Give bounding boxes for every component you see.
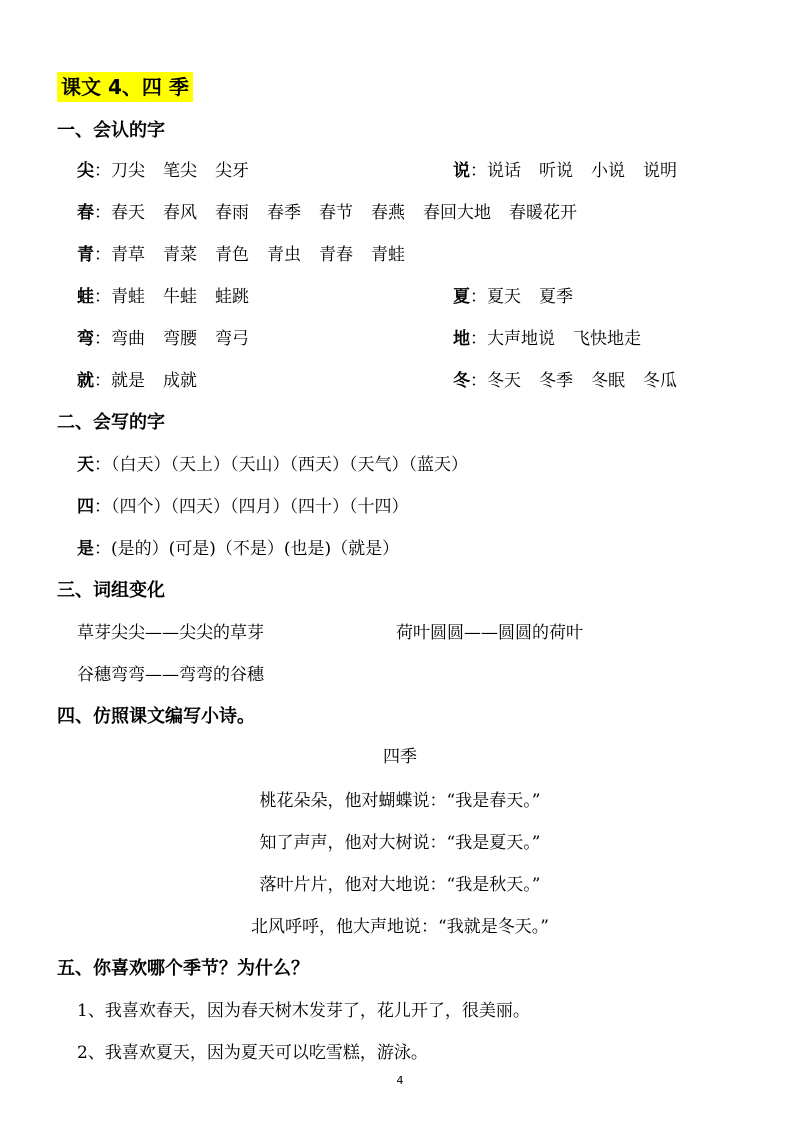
char-row <box>77 158 249 184</box>
poem-line: 桃花朵朵，他对蝴蝶说：“我是春天。” <box>259 791 541 811</box>
char-row <box>77 326 249 352</box>
write-char-row <box>77 452 468 478</box>
word: 听说 <box>539 161 573 181</box>
phrase-item: 草芽尖尖——尖尖的草芽 <box>77 623 264 643</box>
word: 说明 <box>643 161 677 181</box>
answer-item: 2、我喜欢夏天，因为夏天可以吃雪糕，游泳。 <box>77 1043 428 1063</box>
recognize-char: 尖 <box>77 161 94 181</box>
word: 弯弓 <box>215 329 249 349</box>
char-row <box>453 284 573 310</box>
char-row <box>77 368 197 394</box>
word: 春雨 <box>215 203 249 223</box>
write-words: (是的）(可是)（不是）(也是)（就是） <box>111 539 400 559</box>
colon: ： <box>94 287 111 307</box>
word: 牛蛙 <box>163 287 197 307</box>
answer-item: 1、我喜欢春天，因为春天树木发芽了，花儿开了，很美丽。 <box>77 1001 530 1021</box>
word: 大声地说 <box>487 329 555 349</box>
word: 蛙跳 <box>215 287 249 307</box>
word: 就是 <box>111 371 145 391</box>
poem-line: 落叶片片，他对大地说：“我是秋天。” <box>259 875 541 895</box>
section5-heading: 五、你喜欢哪个季节？为什么？ <box>57 958 309 979</box>
word: 冬眠 <box>591 371 625 391</box>
recognize-char: 春 <box>77 203 94 223</box>
section2-heading: 二、会写的字 <box>57 412 165 433</box>
recognize-char: 青 <box>77 245 94 265</box>
phrase-item: 荷叶圆圆——圆圆的荷叶 <box>396 623 583 643</box>
word: 青蛙 <box>371 245 405 265</box>
word: 春节 <box>319 203 353 223</box>
word: 春天 <box>111 203 145 223</box>
poem-line: 知了声声，他对大树说：“我是夏天。” <box>259 833 541 853</box>
word: 小说 <box>591 161 625 181</box>
colon: ： <box>94 497 111 517</box>
write-char: 四 <box>77 497 94 517</box>
word: 弯腰 <box>163 329 197 349</box>
word: 夏天 <box>487 287 521 307</box>
colon: ： <box>94 203 111 223</box>
word: 弯曲 <box>111 329 145 349</box>
recognize-char: 说 <box>453 161 470 181</box>
word: 青蛙 <box>111 287 145 307</box>
page-number: 4 <box>396 1074 404 1087</box>
write-words: （四个）（四天）（四月）（四十）（十四） <box>111 497 409 517</box>
write-char-row <box>77 494 409 520</box>
write-char-row <box>77 536 399 562</box>
char-row <box>77 200 577 226</box>
lesson-title: 课文 4、四 季 <box>57 72 193 102</box>
recognize-char: 夏 <box>453 287 470 307</box>
colon: ： <box>94 539 111 559</box>
char-row <box>453 158 677 184</box>
word: 春回大地 <box>423 203 491 223</box>
word: 说话 <box>487 161 521 181</box>
word: 尖牙 <box>215 161 249 181</box>
colon: ： <box>470 161 487 181</box>
section1-heading: 一、会认的字 <box>57 120 165 141</box>
section3-heading: 三、词组变化 <box>57 580 165 601</box>
word: 青春 <box>319 245 353 265</box>
word: 春风 <box>163 203 197 223</box>
colon: ： <box>94 245 111 265</box>
write-char: 天 <box>77 455 94 475</box>
poem-line: 北风呼呼，他大声地说：“我就是冬天。” <box>251 917 549 937</box>
word: 青草 <box>111 245 145 265</box>
char-row <box>77 242 405 268</box>
word: 青虫 <box>267 245 301 265</box>
colon: ： <box>470 371 487 391</box>
phrase-item: 谷穗弯弯——弯弯的谷穗 <box>77 665 264 685</box>
recognize-char: 弯 <box>77 329 94 349</box>
word: 飞快地走 <box>573 329 641 349</box>
write-words: （白天）（天上）（天山）（西天）（天气）（蓝天） <box>111 455 468 475</box>
word: 夏季 <box>539 287 573 307</box>
colon: ： <box>470 329 487 349</box>
word: 春季 <box>267 203 301 223</box>
word: 笔尖 <box>163 161 197 181</box>
recognize-char: 冬 <box>453 371 470 391</box>
word: 冬季 <box>539 371 573 391</box>
word: 春燕 <box>371 203 405 223</box>
char-row <box>77 284 249 310</box>
colon: ： <box>94 161 111 181</box>
word: 春暖花开 <box>509 203 577 223</box>
word: 刀尖 <box>111 161 145 181</box>
recognize-char: 地 <box>453 329 470 349</box>
section4-heading: 四、仿照课文编写小诗。 <box>57 706 255 727</box>
poem-title: 四季 <box>383 747 417 767</box>
recognize-char: 就 <box>77 371 94 391</box>
char-row <box>453 368 677 394</box>
word: 青色 <box>215 245 249 265</box>
word: 成就 <box>163 371 197 391</box>
colon: ： <box>94 329 111 349</box>
char-row <box>453 326 641 352</box>
colon: ： <box>94 455 111 475</box>
write-char: 是 <box>77 539 94 559</box>
recognize-char: 蛙 <box>77 287 94 307</box>
colon: ： <box>94 371 111 391</box>
colon: ： <box>470 287 487 307</box>
word: 青菜 <box>163 245 197 265</box>
word: 冬天 <box>487 371 521 391</box>
word: 冬瓜 <box>643 371 677 391</box>
